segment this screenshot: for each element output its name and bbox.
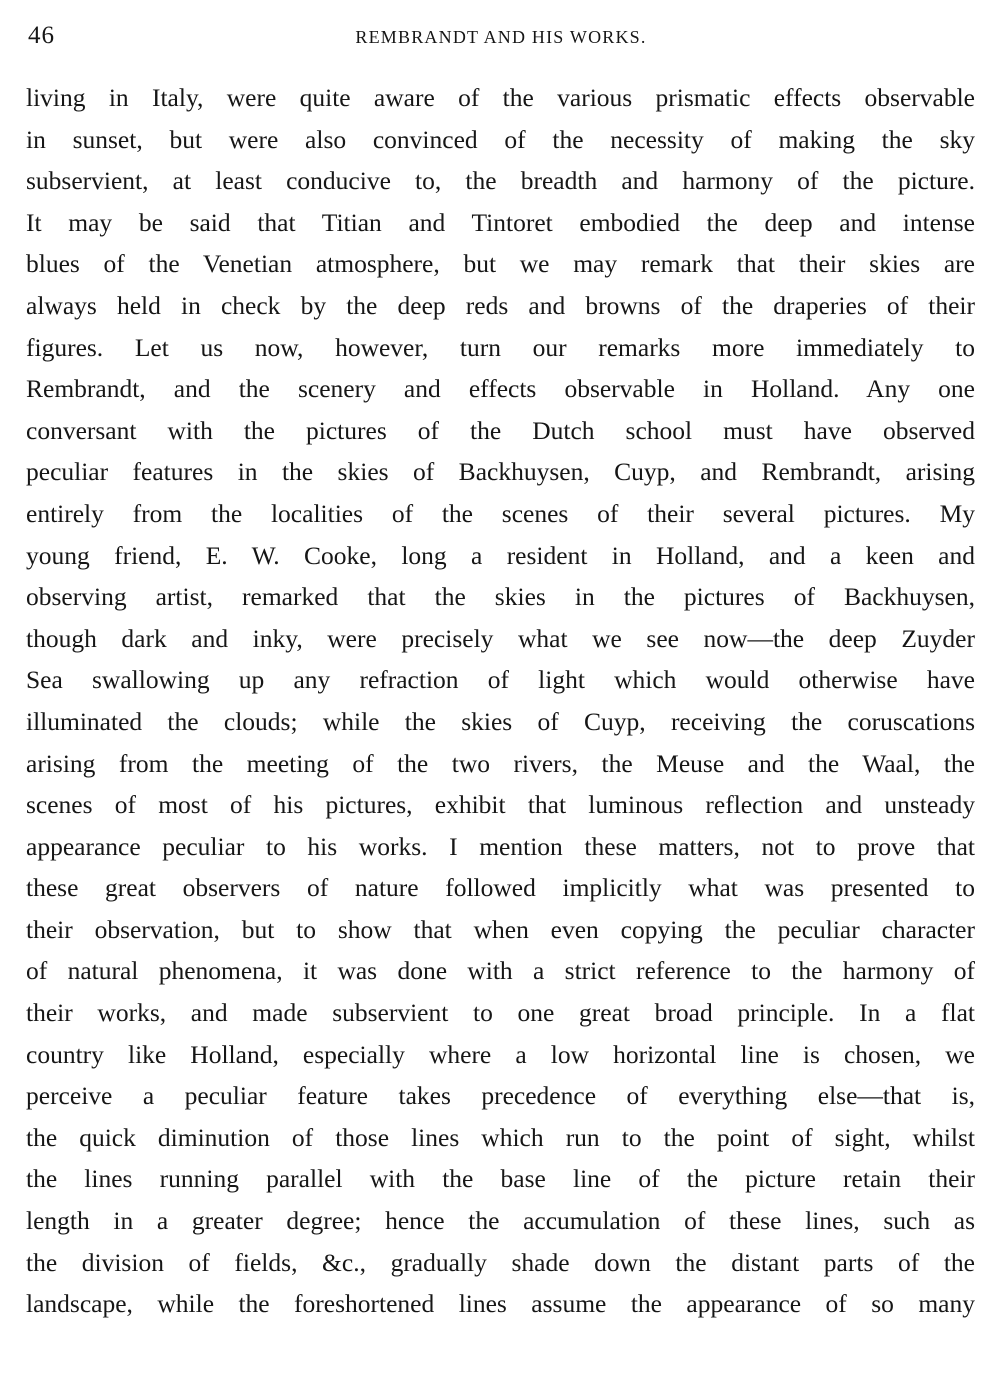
text-line: in sunset, but were also convinced of the necessity of making the sky [26, 124, 975, 154]
text-line: living in Italy, were quite aware of the various prismatic effects observable [26, 83, 975, 112]
text-line: appearance peculiar to his works. I mention these matters, not to prove that [26, 831, 975, 861]
text-line: Sea swallowing up any refraction of light which would otherwise have [26, 665, 975, 695]
text-line: though dark and inky, were precisely what we see now—the deep Zuyder [26, 623, 975, 653]
text-line: Rembrandt, and the scenery and effects observable in Holland. Any one [26, 374, 975, 404]
text-line: these great observers of nature followed implicitly what was presented to [26, 873, 975, 903]
text-line: the lines running parallel with the base line of the picture retain their [26, 1164, 975, 1194]
text-line: their works, and made subservient to one great broad principle. In a flat [26, 998, 975, 1028]
text-line: conversant with the pictures of the Dutch school must have observed [26, 415, 975, 445]
text-line: It may be said that Titian and Tintoret embodied the deep and intense [26, 207, 975, 237]
text-line: blues of the Venetian atmosphere, but we may remark that their skies are [26, 249, 975, 279]
text-line: the quick diminution of those lines which run to the point of sight, whilst [26, 1122, 975, 1152]
body-text [26, 77, 975, 1325]
running-head [28, 18, 974, 54]
text-line: observing artist, remarked that the skies in the pictures of Backhuysen, [26, 582, 975, 612]
page-number: 46 [28, 22, 55, 49]
running-title: REMBRANDT AND HIS WORKS. [355, 27, 647, 47]
text-line: perceive a peculiar feature takes precedence of everything else—that is, [26, 1081, 975, 1111]
text-line: arising from the meeting of the two rivers, the Meuse and the Waal, the [26, 748, 975, 778]
text-line: figures. Let us now, however, turn our remarks more immediately to [26, 332, 975, 362]
text-line: their observation, but to show that when even copying the peculiar character [26, 914, 975, 944]
text-line: illuminated the clouds; while the skies of Cuyp, receiving the coruscations [26, 706, 975, 736]
text-line: peculiar features in the skies of Backhuysen, Cuyp, and Rembrandt, arising [26, 457, 975, 487]
text-line: subservient, at least conducive to, the breadth and harmony of the picture. [26, 166, 975, 196]
text-line: young friend, E. W. Cooke, long a resident in Holland, and a keen and [26, 540, 975, 570]
text-line: always held in check by the deep reds and browns of the draperies of their [26, 290, 975, 320]
text-line: the division of fields, &c., gradually shade down the distant parts of the [26, 1247, 975, 1277]
text-line: scenes of most of his pictures, exhibit that luminous reflection and unsteady [26, 790, 975, 820]
text-line: length in a greater degree; hence the accumulation of these lines, such as [26, 1206, 975, 1236]
text-line: entirely from the localities of the scenes of their several pictures. My [26, 498, 975, 528]
text-line: country like Holland, especially where a low horizontal line is chosen, we [26, 1039, 975, 1069]
text-line: landscape, while the foreshortened lines assume the appearance of so many [26, 1289, 975, 1319]
text-line: of natural phenomena, it was done with a strict reference to the harmony of [26, 956, 975, 986]
